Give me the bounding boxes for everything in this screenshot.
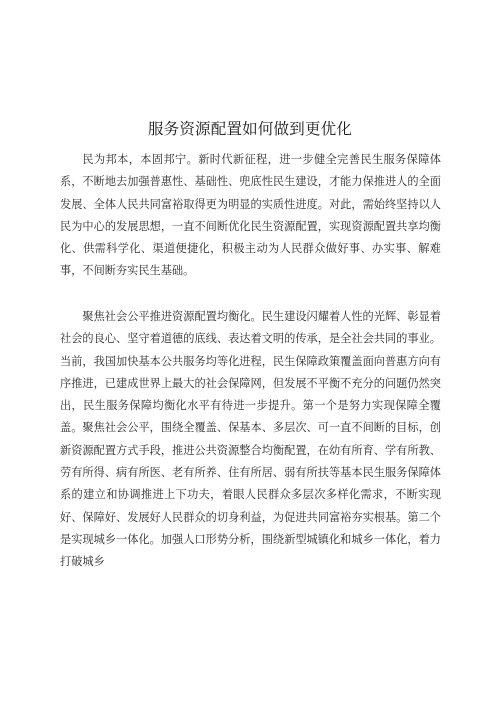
paragraph-2: 聚焦社会公平推进资源配置均衡化。民生建设闪耀着人性的光辉、彰显着社会的良心、坚守着道德的底线、表达着文明的传承，是全社会共同的事业。当前，我国加快基本公共服务均等化进程，民生保障政策覆盖面向普惠方向有序推进，已建成世界上最大的社会保障网，但发展不平衡不充分的问题仍然突出，民生服务保障均衡化水平有待进一步提升。第一个是努力实现保障全覆盖。聚焦社会公平，围绕全覆盖、保基本、多层次、可一直不间断的目标，创新资源配置方式手段，推进公共资源整合均衡配置，在幼有所育、学有所教、劳有所得、病有所医、老有所养、住有所居、弱有所扶等基本民生服务保障体系的建立和协调推进上下功夫，着眼人民群众多层次多样化需求，不断实现好、保障好、发展好人民群众的切身利益，为促进共同富裕夯实根基。第二个是实现城乡一体化。加强人口形势分析，围绕新型城镇化和城乡一体化，着力打破城乡 [60,310,441,569]
paragraph-1: 民为邦本，本固邦宁。新时代新征程，进一步健全完善民生服务保障体系，不断地去加强普惠性、基础性、兜底性民生建设，才能力保推进人的全面发展、全体人民共同富裕取得更为明显的实质性进度。对此，需始终坚持以人民为中心的发展思想，一直不间断优化民生资源配置，实现资源配置共享均衡化、供需科学化、渠道便捷化，积极主动为人民群众做好事、办实事、解难事，不间断夯实民生基础。 [60,153,441,278]
document-title: 服务资源配置如何做到更优化 [147,120,353,138]
